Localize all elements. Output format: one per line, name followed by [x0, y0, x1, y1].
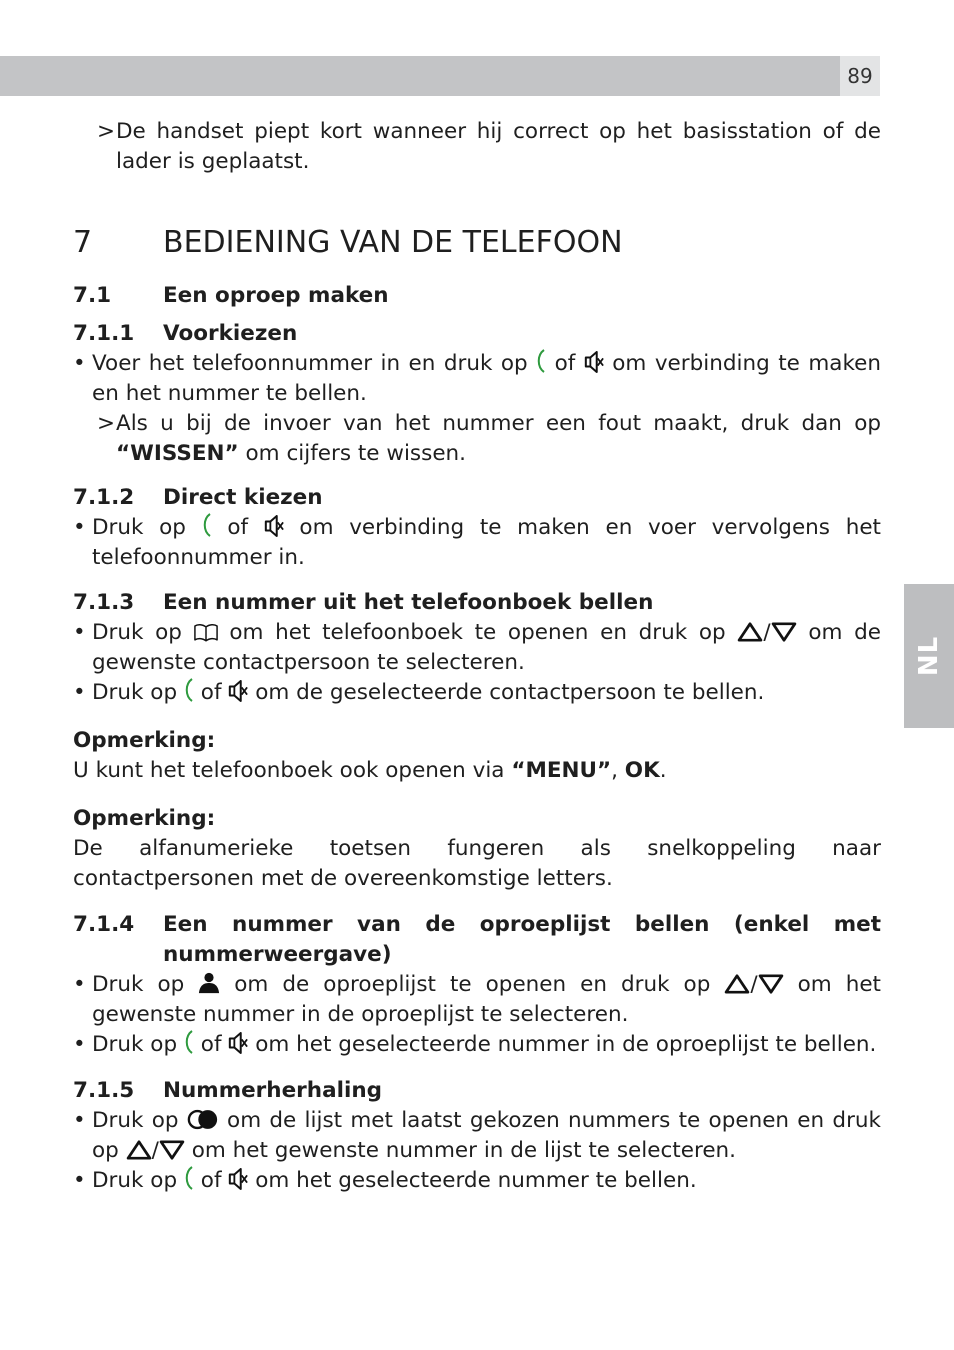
bullet: • [73, 620, 86, 645]
list-item [73, 1030, 881, 1060]
list-item [73, 513, 881, 573]
sub-note [73, 409, 881, 469]
section-number: 7.1.4 [73, 912, 135, 937]
section-heading-7-1-2 [73, 483, 881, 513]
arrow-up-icon [724, 974, 750, 994]
text: of [193, 1168, 229, 1193]
list-item [73, 678, 881, 708]
speaker-icon [264, 515, 284, 537]
text: Als u bij de invoer van het nummer een fout maakt, druk dan op [116, 411, 881, 436]
text: / [750, 972, 758, 997]
call-icon [184, 1030, 194, 1054]
page-content [73, 117, 881, 1196]
section-title: Voorkiezen [163, 321, 298, 346]
text: om cijfers te wissen. [238, 441, 467, 466]
note-text: De alfanumerieke toetsen fungeren als snelkoppeling naar contactpersonen met de overeenkomstige letters. [73, 836, 881, 891]
text: of [193, 1032, 229, 1057]
section-heading-7-1-5 [73, 1076, 881, 1106]
text: / [763, 620, 771, 645]
section-number: 7.1.3 [73, 590, 135, 615]
speaker-icon [228, 1168, 248, 1190]
text: Druk op [92, 1168, 184, 1193]
ok-key: OK [624, 758, 660, 783]
key-name: “WISSEN” [116, 441, 239, 466]
section-number: 7.1.2 [73, 485, 135, 510]
text: of [546, 351, 584, 376]
note-title: Opmerking: [73, 806, 216, 831]
section-heading-7-1-1 [73, 319, 881, 349]
text: om het geselecteerde nummer in de oproeplijst te bellen. [248, 1032, 877, 1057]
speaker-icon [584, 351, 604, 373]
text: om het gewenste nummer in de oproeplijst te selecteren. [92, 972, 881, 1027]
section-heading-7-1 [73, 281, 881, 311]
section-heading-7-1-4 [73, 910, 881, 970]
call-list-icon [198, 972, 220, 994]
note-text [73, 756, 881, 786]
phonebook-icon [194, 623, 218, 642]
text: of [193, 680, 229, 705]
text: om verbinding te maken en voer vervolgens het telefoonnummer in. [92, 515, 881, 570]
text: Druk op [92, 680, 184, 705]
page-number: 89 [840, 56, 880, 96]
text: U kunt het telefoonboek ook openen via [73, 758, 512, 783]
section-heading-7-1-3 [73, 588, 881, 618]
call-icon [202, 513, 212, 537]
text: om de oproeplijst te openen en druk op [220, 972, 725, 997]
chapter-number: 7 [73, 225, 93, 260]
intro-text: De handset piept kort wanneer hij correct op het basisstation of de lader is geplaatst. [116, 119, 881, 174]
bullet: • [73, 680, 86, 705]
call-icon [184, 1166, 194, 1190]
section-number: 7.1.5 [73, 1078, 135, 1103]
arrow-down-icon [159, 1140, 185, 1160]
text: Druk op [92, 1108, 187, 1133]
section-number: 7.1 [73, 283, 112, 308]
list-item [73, 349, 881, 409]
list-item [73, 618, 881, 678]
text: Druk op [92, 620, 194, 645]
section-title: Nummerherhaling [163, 1078, 383, 1103]
text: of [211, 515, 264, 540]
note-title: Opmerking: [73, 728, 216, 753]
redial-icon [187, 1109, 219, 1130]
section-title: Direct kiezen [163, 485, 323, 510]
text: Voer het telefoonnummer in en druk op [92, 351, 537, 376]
speaker-icon [228, 680, 248, 702]
speaker-icon [228, 1032, 248, 1054]
bullet: • [73, 351, 86, 376]
arrow-down-icon [758, 974, 784, 994]
arrow-down-icon [771, 622, 797, 642]
text: om de lijst met laatst gekozen nummers te openen en druk op [92, 1108, 881, 1163]
header-bar [0, 56, 840, 96]
text: om de gewenste contactpersoon te selecteren. [92, 620, 881, 675]
list-item [73, 1106, 881, 1166]
call-icon [184, 678, 194, 702]
chapter-title: BEDIENING VAN DE TELEFOON [163, 225, 623, 260]
text: Druk op [92, 972, 199, 997]
text: , [611, 758, 625, 783]
text: om de geselecteerde contactpersoon te bellen. [248, 680, 765, 705]
text: om het geselecteerde nummer te bellen. [248, 1168, 697, 1193]
section-number: 7.1.1 [73, 321, 135, 346]
call-icon [536, 349, 546, 373]
arrow-marker: > [97, 119, 116, 144]
text: om het telefoonboek te openen en druk op [217, 620, 738, 645]
section-title: Een oproep maken [163, 283, 389, 308]
list-item [73, 970, 881, 1030]
language-label: NL [914, 635, 944, 677]
section-title: Een nummer uit het telefoonboek bellen [163, 590, 654, 615]
section-title: Een nummer van de oproeplijst bellen (enkel met nummerweergave) [163, 912, 881, 967]
bullet: • [73, 1108, 86, 1133]
bullet: • [73, 1032, 86, 1057]
text: Druk op [92, 1032, 184, 1057]
intro-note [73, 117, 881, 177]
text: . [659, 758, 667, 783]
arrow-up-icon [126, 1140, 152, 1160]
text: / [151, 1138, 159, 1163]
arrow-marker: > [97, 411, 116, 436]
bullet: • [73, 1168, 86, 1193]
menu-key: “MENU” [511, 758, 612, 783]
text: om verbinding te maken en het nummer te bellen. [92, 351, 881, 406]
bullet: • [73, 515, 86, 540]
list-item [73, 1166, 881, 1196]
text: om het gewenste nummer in de lijst te selecteren. [184, 1138, 737, 1163]
text: Druk op [92, 515, 202, 540]
bullet: • [73, 972, 86, 997]
chapter-heading [73, 223, 881, 263]
language-tab [904, 584, 954, 728]
arrow-up-icon [737, 622, 763, 642]
